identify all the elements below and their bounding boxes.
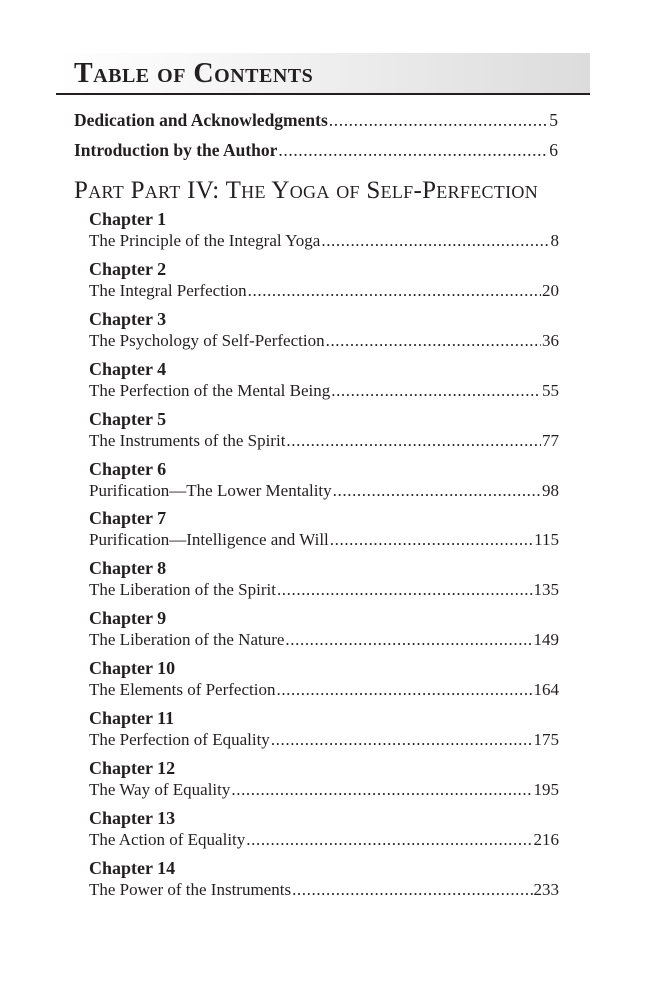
leader-dots <box>321 230 549 252</box>
toc-chapter-entry[interactable] <box>89 607 559 651</box>
chapter-title: The Way of Equality <box>89 779 231 799</box>
toc-chapter-entry[interactable] <box>89 408 559 452</box>
chapter-label: Chapter 5 <box>89 408 167 429</box>
chapter-page-number: 98 <box>542 480 559 500</box>
leader-dots <box>292 879 532 901</box>
chapter-label: Chapter 14 <box>89 857 176 878</box>
chapter-title: The Integral Perfection <box>89 280 247 300</box>
chapter-title-row <box>89 330 559 352</box>
chapter-page-number: 233 <box>533 879 559 899</box>
chapter-title: The Psychology of Self-Perfection <box>89 330 325 350</box>
chapter-title-row <box>89 679 559 701</box>
toc-chapter-entry[interactable] <box>89 358 559 402</box>
chapter-page-number: 55 <box>542 380 559 400</box>
chapter-title-row <box>89 579 559 601</box>
chapter-title: Purification—Intelligence and Will <box>89 530 329 550</box>
leader-dots <box>271 729 533 751</box>
leader-dots <box>285 629 532 651</box>
chapter-title: Purification—The Lower Mentality <box>89 480 332 500</box>
chapter-page-number: 20 <box>542 280 559 300</box>
chapter-title: The Liberation of the Nature <box>89 630 285 650</box>
chapter-title-row <box>89 779 559 801</box>
chapter-title-row <box>89 380 559 402</box>
chapter-title-row <box>89 480 559 502</box>
chapter-title-row <box>89 629 559 651</box>
leader-dots <box>330 529 533 551</box>
leader-dots <box>277 579 533 601</box>
chapter-label: Chapter 1 <box>89 209 167 229</box>
leader-dots <box>278 138 548 162</box>
chapter-label: Chapter 9 <box>89 608 167 629</box>
toc-chapter-entry[interactable] <box>89 557 559 601</box>
toc-chapter-entry[interactable] <box>89 857 559 901</box>
toc-chapter-entry[interactable] <box>89 308 559 352</box>
chapter-title: The Action of Equality <box>89 829 246 849</box>
toc-entry-dedication[interactable] <box>74 108 558 132</box>
chapter-title-row <box>89 729 559 751</box>
chapter-title: The Principle of the Integral Yoga <box>89 231 321 250</box>
chapter-title-row <box>89 280 559 302</box>
chapter-title: The Power of the Instruments <box>89 879 292 899</box>
leader-dots <box>331 380 541 402</box>
part-heading: Part Part IV: The Yoga of Self-Perfection <box>74 177 538 204</box>
chapter-page-number: 115 <box>534 530 559 550</box>
chapter-label: Chapter 6 <box>89 458 167 479</box>
chapter-page-number: 77 <box>542 430 559 450</box>
chapter-page-number: 164 <box>533 680 559 700</box>
chapter-label: Chapter 3 <box>89 308 167 329</box>
chapter-title: The Instruments of the Spirit <box>89 430 286 450</box>
chapter-title-row <box>89 230 559 252</box>
toc-chapter-entry[interactable] <box>89 707 559 751</box>
leader-dots <box>231 779 532 801</box>
chapter-title-row <box>89 829 559 851</box>
leader-dots <box>246 829 532 851</box>
toc-chapter-entry[interactable] <box>89 208 559 252</box>
chapter-label: Chapter 13 <box>89 807 176 828</box>
toc-chapter-entry[interactable] <box>89 657 559 701</box>
chapter-title: The Perfection of the Mental Being <box>89 380 331 400</box>
page-title: Table of Contents <box>74 58 314 89</box>
chapter-label: Chapter 4 <box>89 358 167 379</box>
toc-chapter-entry[interactable] <box>89 507 559 551</box>
chapter-label: Chapter 2 <box>89 258 167 279</box>
chapter-title-row <box>89 529 559 551</box>
leader-dots <box>286 430 541 452</box>
toc-chapter-entry[interactable] <box>89 258 559 302</box>
chapter-label: Chapter 11 <box>89 708 175 728</box>
chapter-title-row <box>89 430 559 452</box>
toc-chapter-entry[interactable] <box>89 807 559 851</box>
chapter-page-number: 149 <box>533 630 559 650</box>
chapter-label: Chapter 7 <box>89 508 167 529</box>
chapter-label: Chapter 10 <box>89 658 176 679</box>
chapter-page-number: 216 <box>533 829 559 849</box>
toc-chapter-entry[interactable] <box>89 757 559 801</box>
chapter-label: Chapter 8 <box>89 558 167 579</box>
toc-entry-label: Dedication and Acknowledgments <box>74 110 328 130</box>
chapter-title: The Perfection of Equality <box>89 730 270 749</box>
chapter-label: Chapter 12 <box>89 757 176 778</box>
chapter-page-number: 8 <box>550 231 559 250</box>
chapter-title-row <box>89 879 559 901</box>
leader-dots <box>333 480 541 502</box>
toc-entry-label: Introduction by the Author <box>74 140 278 160</box>
leader-dots <box>326 330 541 352</box>
toc-entry-introduction[interactable] <box>74 138 558 162</box>
toc-entry-page: 6 <box>549 140 558 160</box>
chapter-page-number: 195 <box>533 779 559 799</box>
leader-dots <box>276 679 532 701</box>
chapter-title: The Elements of Perfection <box>89 680 276 700</box>
toc-entry-page: 5 <box>549 110 558 130</box>
chapter-page-number: 135 <box>533 580 559 600</box>
chapter-page-number: 175 <box>533 730 559 749</box>
chapter-page-number: 36 <box>542 330 559 350</box>
leader-dots <box>329 108 548 132</box>
leader-dots <box>248 280 541 302</box>
chapter-title: The Liberation of the Spirit <box>89 580 276 600</box>
toc-chapter-entry[interactable] <box>89 458 559 502</box>
